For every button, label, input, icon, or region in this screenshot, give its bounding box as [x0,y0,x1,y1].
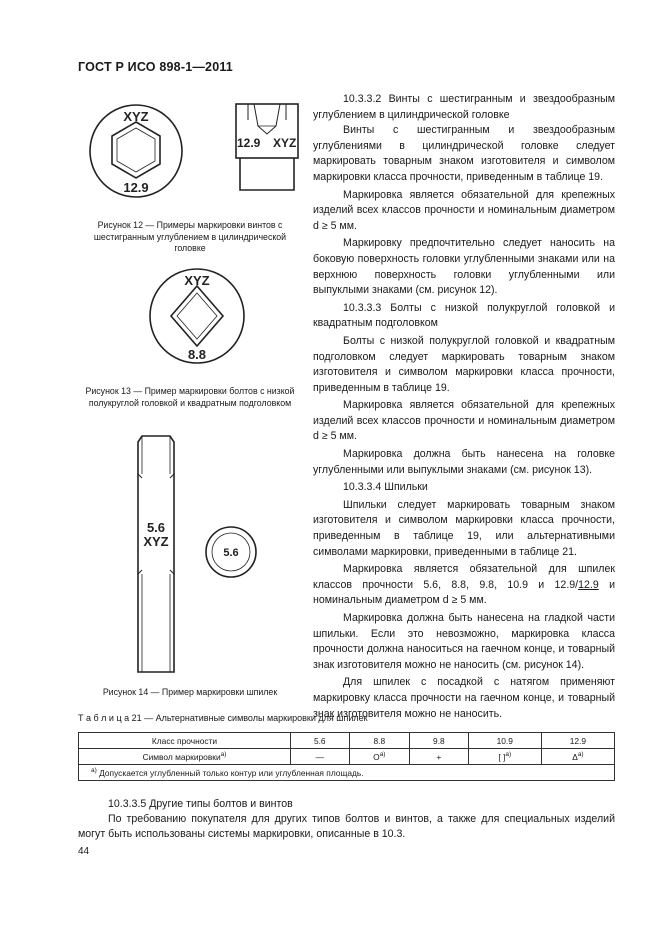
paragraph: Маркировка должна быть нанесена на головке углубленными или выпуклыми знаками (см. рисунок 13). [313,448,615,476]
paragraph: Для шпилек с посадкой с натягом применяют маркировку класса прочности на гаечном конце, и товарный знак изготовителя можно не наносить. [313,676,615,720]
paragraph: Маркировка является обязательной для шпилек классов прочности 5.6, 8.8, 9.8, 10.9 и 12.9/12.9 и номинальным диаметром d ≥ 5 мм. [313,563,615,607]
paragraph: Винты с шестигранным и звездообразным углублениями в цилиндрической головке следует маркировать товарным знаком изготовителя и символом маркировки класса прочности, приведенным в таблице 19. [313,124,615,183]
fig14-mark-class: 5.6 [146,520,166,535]
table-cell: 5.6 [291,733,350,749]
table-row [79,765,615,781]
table-cell: $\Delta^{a)}$ [541,749,614,765]
fig12-side-right-mark: XYZ [273,136,297,150]
table-cell: [ ]$^{a)}$ [468,749,541,765]
paragraph: Шпильки следует маркировать товарным знаком изготовителя и символом маркировки класса прочности, приведенным в таблице 19, или альтернативными символами маркировки, приведенными в таблице 21. [313,498,615,558]
table-cell: 8.8 [349,733,410,749]
clause-10-3-3-3-heading: 10.3.3.3 Болты с низкой полукруглой головкой и квадратным подголовком [313,301,615,330]
figure-13-caption: Рисунок 13 — Пример маркировки болтов с низкой полукруглой головкой и квадратным подголовком [85,386,295,408]
fig12-mark-bottom: 12.9 [123,180,149,195]
clause-10-3-3-5 [78,797,615,842]
clause-10-3-3-2-heading: 10.3.3.2 Винты с шестигранным и звездообразным углублением в цилиндрической головке [313,93,615,121]
fig13-mark-top: XYZ [184,273,210,288]
paragraph: Маркировка является обязательной для крепежных изделий всех классов прочности и номинальным диаметром d ≥ 5 мм. [313,399,615,443]
figure-14-caption: Рисунок 14 — Пример маркировки шпилек [102,687,278,697]
paragraph: По требованию покупателя для других типов болтов и винтов, а также для специальных изделий могут быть использованы системы маркировки, описанные в 10.3. [78,813,615,840]
table-cell: Класс прочности [79,733,291,749]
document-header: ГОСТ Р ИСО 898-1—2011 [78,60,233,74]
page-number: 44 [78,846,90,857]
paragraph: Болты с низкой полукруглой головкой и квадратным подголовком следует маркировать товарным знаком изготовителя и символом маркировки класса прочности, приведенным в таблице 19. [313,334,615,394]
figure-13 [147,266,247,366]
table-cell: 10.9 [468,733,541,749]
clause-10-3-3-4-heading: 10.3.3.4 Шпильки [343,481,428,494]
figure-14 [126,434,276,674]
table-cell: 12.9 [541,733,614,749]
clause-10-3-3-5-heading: 10.3.3.5 Другие типы болтов и винтов [108,798,293,810]
right-column-text [313,92,615,722]
fig12-mark-top: XYZ [123,109,149,124]
paragraph: Маркировку предпочтительно следует наносить на боковую поверхность головки углубленными знаками или на верхнюю поверхность головки углубленными или выпуклыми знаками (см. рисунок 12). [313,237,615,297]
paragraph: Маркировка должна быть нанесена на гладкой части шпильки. Если это невозможно, маркировка класса прочности должна наноситься на гаечном конце, и товарный знак изготовителя можно не наносить (см. рисунок 14). [313,612,615,671]
table-cell: $O^{a)}$ [349,749,410,765]
table-21 [78,732,615,781]
fig12-side-left-mark: 12.9 [237,136,261,150]
figure-12-drawing [88,98,303,208]
table-footnote: $^{a)}$ Допускается углубленный только контур или углубленная площадь. [79,765,615,781]
table-cell: 9.8 [410,733,469,749]
fig14-mark-maker: XYZ [143,534,169,549]
figure-13-drawing [147,266,247,366]
table-row [79,733,615,749]
underlined-class: 12.9 [578,578,599,591]
figure-12-caption: Рисунок 12 — Примеры маркировки винтов с шестигранным углублением в цилиндрической головке [93,220,287,253]
paragraph: Маркировка является обязательной для крепежных изделий всех классов прочности и номинальным диаметром d ≥ 5 мм. [313,188,615,232]
table-cell: + [410,749,469,765]
table-21-title: Т а б л и ц а 21 — Альтернативные символы маркировки для шпилек [78,713,368,723]
fig13-mark-bottom: 8.8 [187,347,207,362]
figure-14-drawing [126,434,276,674]
table-cell: — [291,749,350,765]
figure-12 [88,98,303,208]
table-cell: Символ маркировки$^{a)}$ [79,749,291,765]
table-row [79,749,615,765]
fig14-end-mark: 5.6 [223,547,239,559]
